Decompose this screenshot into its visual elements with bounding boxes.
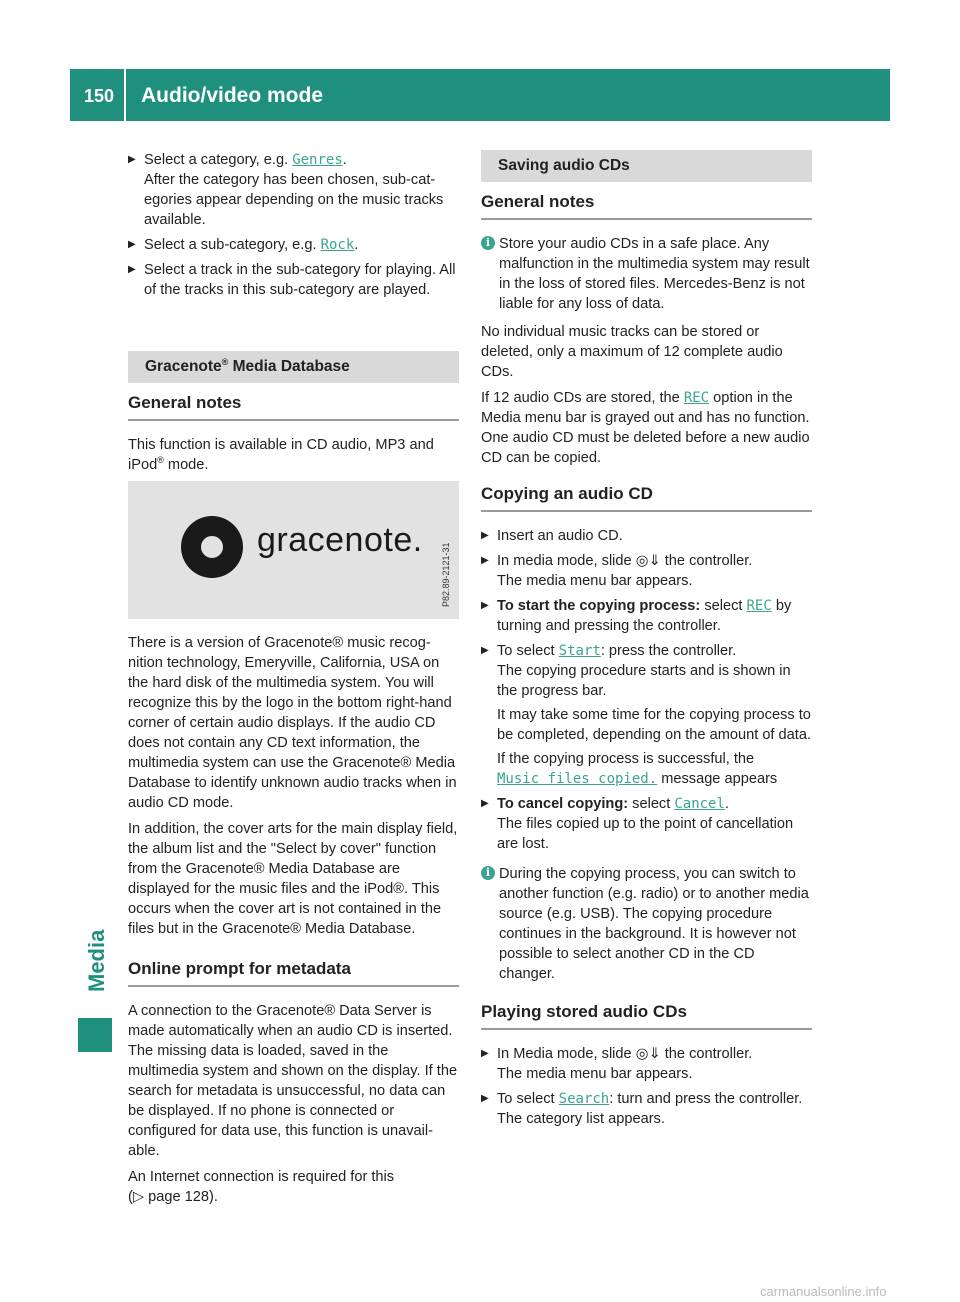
chapter-title: Audio/video mode [141,84,324,107]
gracenote-cover-art: In addition, the cover arts for the main display field, the album list and the "Select by cover" function from the Gracenote® Media Database are displayed for the music files and the iPod®. This occurs when the cover art is not contained in the files but in the Gracenote® Media Database. [128,821,458,937]
step-slide-controller: ▶ In media mode, slide ◎⇓ the controller. The media menu bar appears. [481,551,812,591]
ui-start: Start [558,643,601,659]
step-select-search: ▶ To select Search: turn and press the controller. The category list appears. [481,1089,812,1129]
gracenote-logo-icon [181,516,243,578]
ui-rec: REC [683,390,710,406]
info-note-copying: i During the copying process, you can switch to another function (e.g. radio) or to another media source (e.g. USB). The copying procedure continues in the background. It is however not possible to select another CD in the CD changer. [481,864,812,984]
gracenote-availability: This function is available in CD audio, MP3 and iPod® mode. [128,437,434,473]
step-select-subcategory: ▶ Select a sub-category, e.g. Rock. [128,235,459,255]
internet-required: An Internet connection is required for this (▷ page 128). [128,1169,395,1205]
step-select-start: ▶ To select Start: press the controller. The copying procedure starts and is shown in the progress bar. It may take some time for the copying process to be completed, depending on the amount of data. If the copying process is successful, the Music files copied. message appears [481,641,812,789]
saving-general-notes: General notes [481,192,812,220]
online-prompt-text: A connection to the Gracenote® Data Server is made automatically when an audio CD is inserted. The missing data is loaded, saved in the multimedia system and shown on the display. If the search for metadata is unsuccessful, no data can be displayed. If no phone is connected or configured for data use, this function is unavailable. [128,1003,458,1159]
step-select-track: ▶ Select a track in the sub-category for playing. All of the tracks in this sub-category are played. [128,260,459,300]
step-start-copy: ▶ To start the copying process: select REC by turning and pressing the controller. [481,596,812,636]
ui-search: Search [558,1091,610,1107]
page-number: 150 [84,86,115,106]
gracenote-description: There is a version of Gracenote® music recognition technology, Emeryville, California, USA on the hard disk of the multimedia system. You will recognize this by the logo in the bottom right-hand corner of certain audio displays. If the audio CD does not contain any CD text information, the multimedia system can use the Gracenote® Media Database to identify unknown audio tracks when in audio CD mode. [128,635,457,811]
gracenote-general-notes: General notes [128,393,459,421]
storage-limit: No individual music tracks can be stored or deleted, only a maximum of 12 complete audio CDs. [481,324,783,380]
step-media-slide: ▶ In Media mode, slide ◎⇓ the controller. The media menu bar appears. [481,1044,812,1084]
header-divider [124,69,126,121]
rec-grayed: If 12 audio CDs are stored, the REC option in the Media menu bar is grayed out and has no function. One audio CD must be deleted before a new audio CD can be copied. [481,390,810,466]
watermark: carmanualsonline.info [760,1284,887,1299]
info-note-storage: i Store your audio CDs in a safe place. Any malfunction in the multimedia system may result in the loss of stored files. Mercedes-Benz is not liable for any loss of data. [481,234,812,314]
step-insert-cd: ▶ Insert an audio CD. [481,526,812,546]
section-saving-audio-cds: Saving audio CDs [481,150,812,182]
left-column [128,150,459,1213]
gracenote-logo-image [128,481,459,619]
page-reference-link[interactable]: (▷ page 128). [128,1189,218,1205]
online-prompt-title: Online prompt for metadata [128,959,459,987]
section-gracenote: Gracenote® Media Database [128,351,459,383]
info-icon: i [481,866,495,880]
step-cancel-copy: ▶ To cancel copying: select Cancel. The files copied up to the point of cancellation are lost. [481,794,812,854]
ui-genres: Genres [292,152,343,168]
right-column [481,150,812,1134]
step-select-category: ▶ Select a category, e.g. Genres. After the category has been chosen, sub-categories appear depending on the music tracks available. [128,150,459,230]
ui-music-files-copied: Music files copied. [497,771,658,787]
ui-rec-2: REC [746,598,772,614]
ui-cancel: Cancel [674,796,725,812]
side-tab [70,1000,122,1066]
side-tab-label: Media [84,929,109,992]
ui-rock: Rock [320,237,355,253]
copying-title: Copying an audio CD [481,484,812,512]
info-icon: i [481,236,495,250]
image-code: P82.89-2121-31 [441,542,451,607]
gracenote-logo-text: gracenote. [257,521,423,559]
playing-title: Playing stored audio CDs [481,1002,812,1030]
